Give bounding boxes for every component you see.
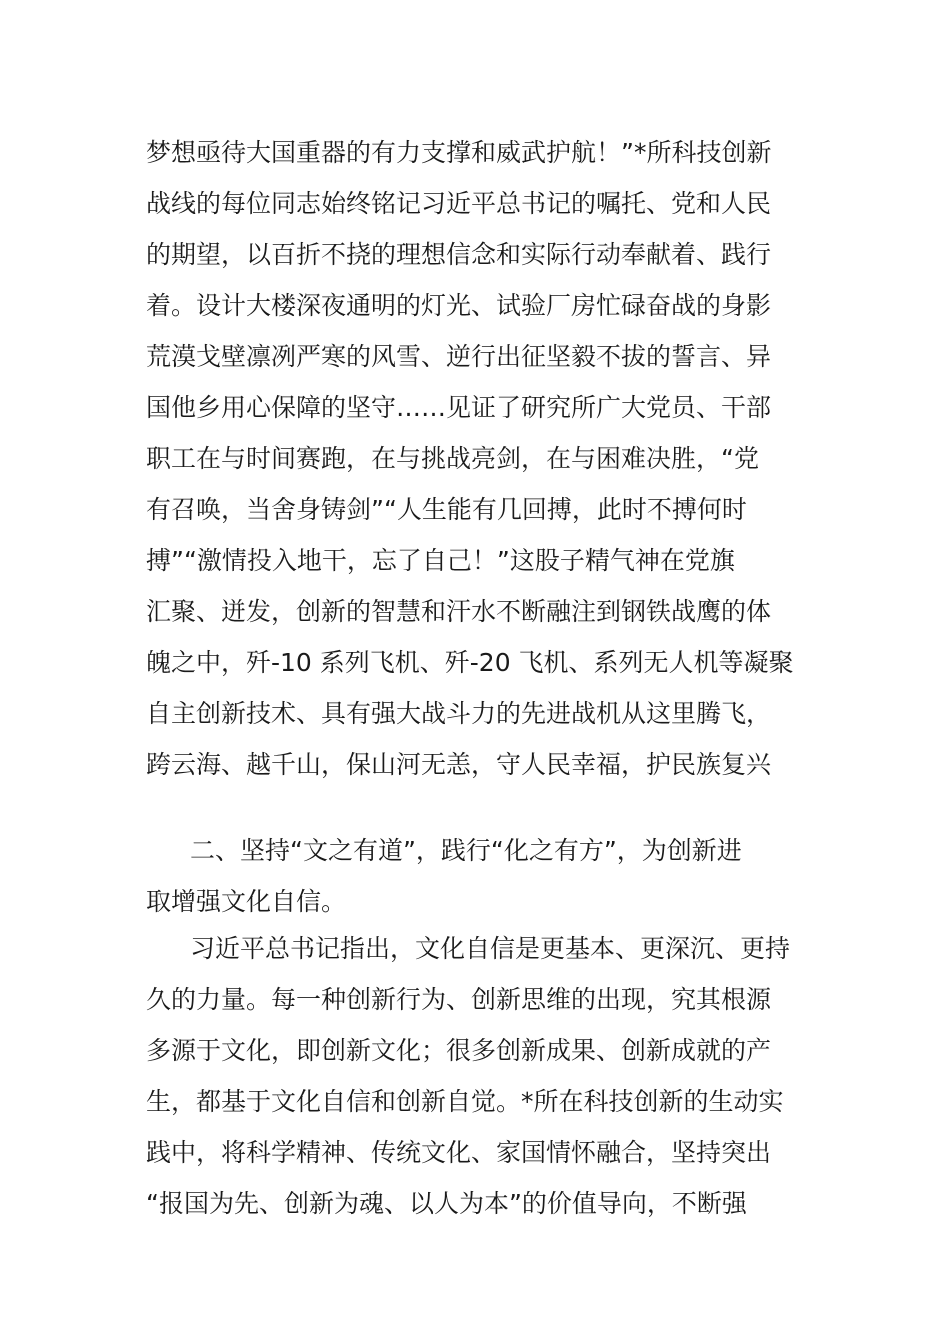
- text-line: 跨云海、越千山，保山河无恙，守人民幸福，护民族复兴: [146, 750, 772, 779]
- text-line: 荒漠戈壁凛冽严寒的风雪、逆行出征坚毅不拔的誓言、异: [146, 342, 772, 371]
- text-line: 着。设计大楼深夜通明的灯光、试验厂房忙碌奋战的身影: [146, 291, 772, 320]
- text-line: 国他乡用心保障的坚守……见证了研究所广大党员、干部: [146, 393, 772, 422]
- text-line: 践中，将科学精神、传统文化、家国情怀融合，坚持突出: [146, 1138, 772, 1167]
- paragraph-narrative: [146, 127, 826, 790]
- text-line: 的期望，以百折不挠的理想信念和实际行动奉献着、践行: [146, 240, 772, 269]
- text-line: 生，都基于文化自信和创新自觉。*所在科技创新的生动实: [146, 1087, 784, 1116]
- paragraph-culture: [146, 923, 826, 1229]
- text-line: 久的力量。每一种创新行为、创新思维的出现，究其根源: [146, 985, 772, 1014]
- section-heading: [146, 825, 826, 927]
- text-line: 自主创新技术、具有强大战斗力的先进战机从这里腾飞，: [146, 699, 772, 728]
- text-line: 魄之中，歼-10 系列飞机、歼-20 飞机、系列无人机等凝聚: [146, 648, 794, 677]
- text-line: 有召唤，当舍身铸剑”“人生能有几回搏，此时不搏何时: [146, 495, 747, 524]
- text-line: 梦想亟待大国重器的有力支撑和威武护航！”*所科技创新: [146, 138, 772, 167]
- text-line: 汇聚、迸发，创新的智慧和汗水不断融注到钢铁战鹰的体: [146, 597, 772, 626]
- heading-line: 二、坚持“文之有道”，践行“化之有方”，为创新进: [190, 836, 742, 865]
- heading-line: 取增强文化自信。: [146, 887, 347, 916]
- text-line: 多源于文化，即创新文化；很多创新成果、创新成就的产: [146, 1036, 772, 1065]
- text-line: 战线的每位同志始终铭记习近平总书记的嘱托、党和人民: [146, 189, 772, 218]
- text-line: “报国为先、创新为魂、以人为本”的价值导向，不断强: [146, 1189, 747, 1218]
- text-line: 搏”“激情投入地干，忘了自己！”这股子精气神在党旗: [146, 546, 735, 575]
- text-line: 习近平总书记指出，文化自信是更基本、更深沉、更持: [190, 934, 791, 963]
- text-line: 职工在与时间赛跑，在与挑战亮剑，在与困难决胜，“党: [146, 444, 759, 473]
